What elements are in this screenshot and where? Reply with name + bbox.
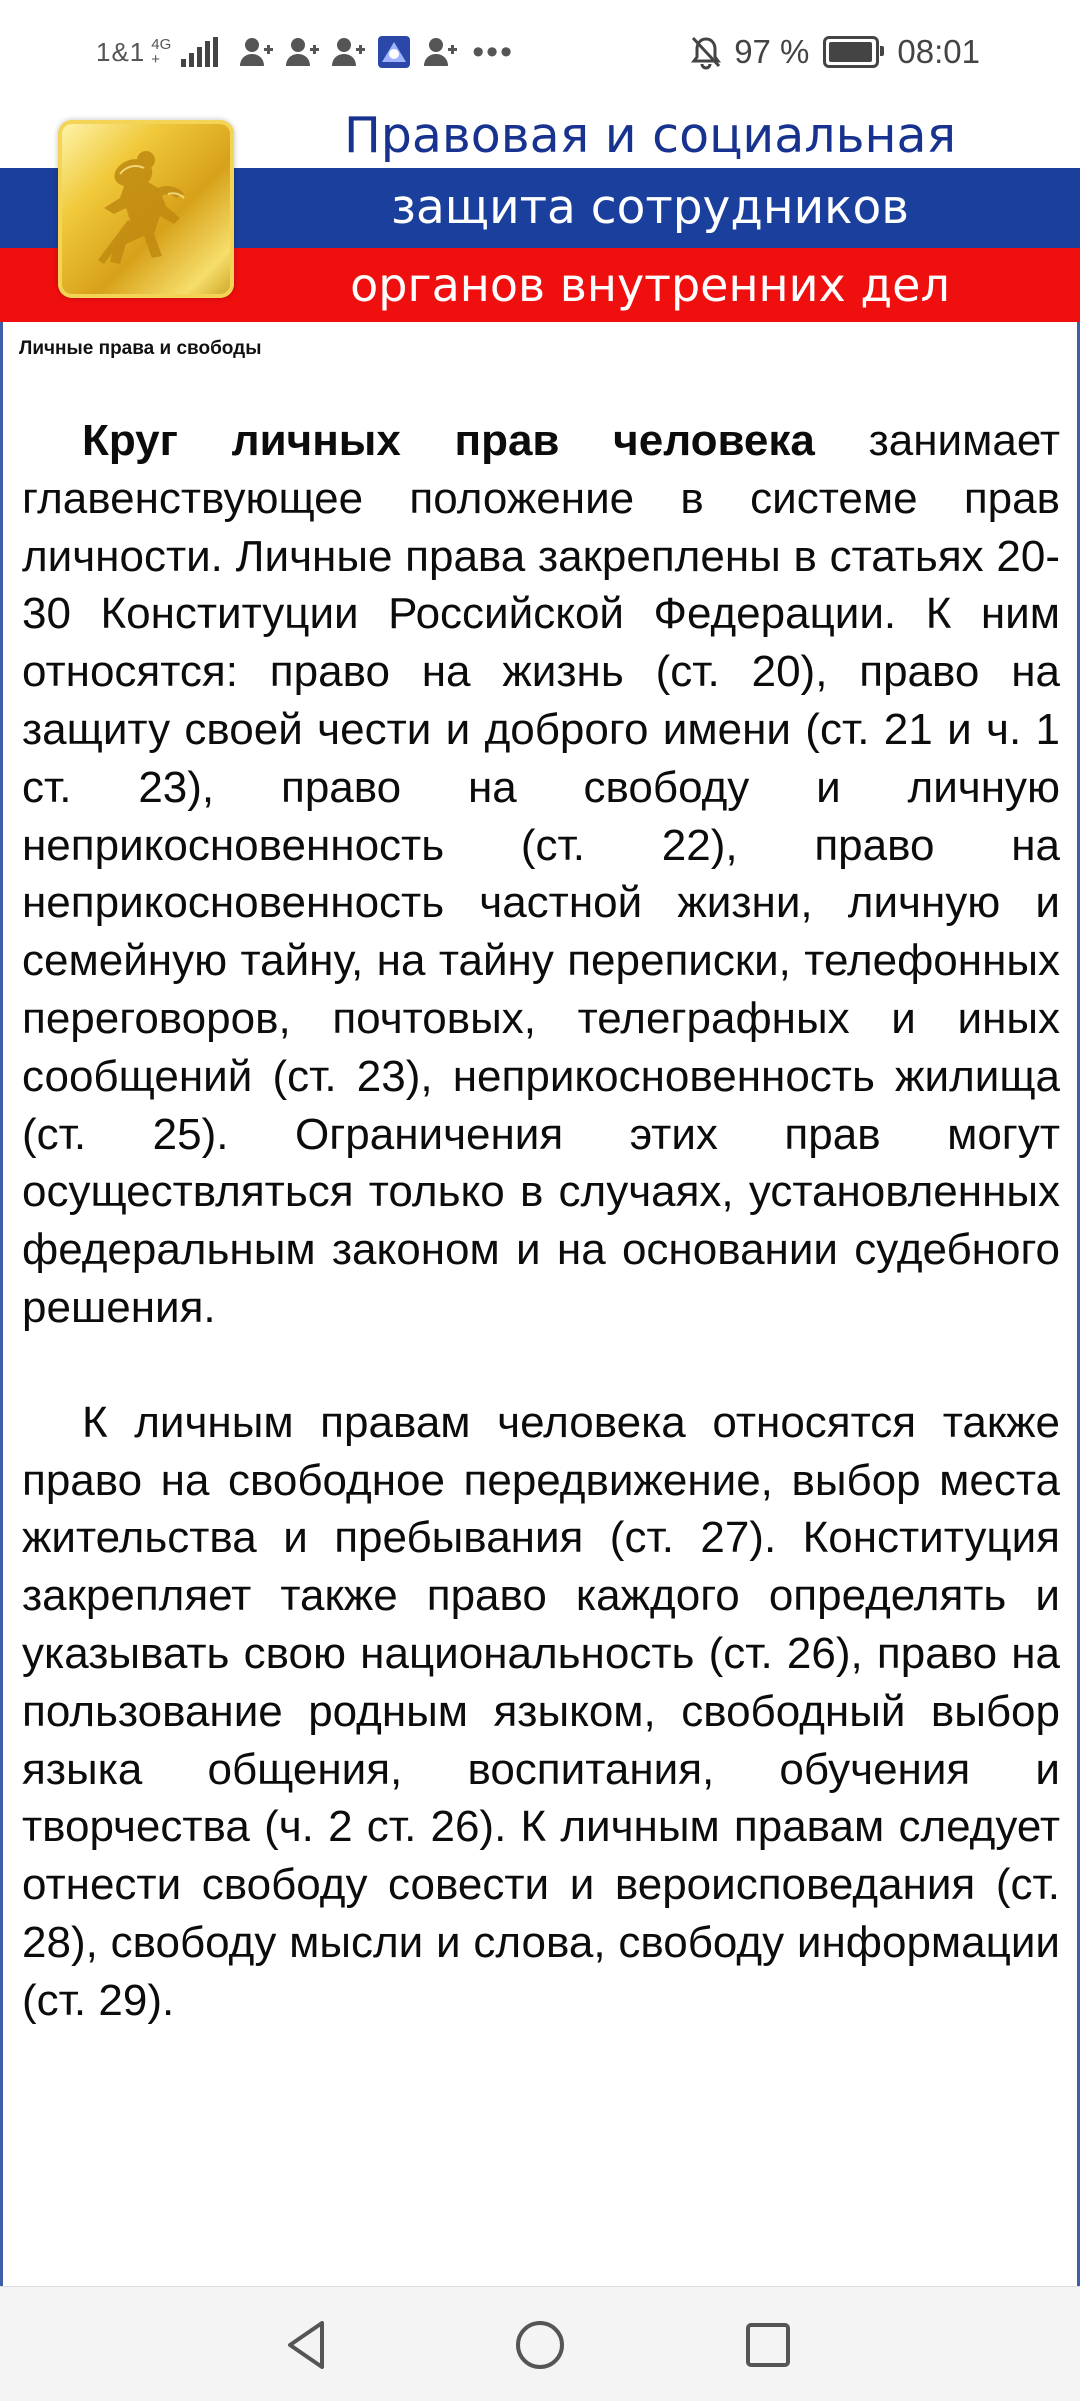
status-left	[96, 30, 514, 74]
status-bar	[0, 0, 1080, 100]
paragraph-lead-bold: Круг личных прав человека	[82, 416, 815, 465]
recents-icon[interactable]	[738, 2315, 798, 2375]
app-badge-icon	[376, 34, 412, 70]
paragraph-1-text: занимает главенствующее положение в системе прав личности. Личные права закреплены в статьях 20-30 Конституции Российской Федерации. К ним относятся: право на жизнь (ст. 20), право на защиту своей чести и доброго имени (ст. 21 и ч. 1 ст. 23), право на свободу и личную неприкосновенность (ст. 22), право на неприкосновенность частной жизни, личную и семейную тайну, на тайну переписки, телефонных переговоров, почтовых, телеграфных и иных сообщений (ст. 23), неприкосновенность жилища (ст. 25). Ограничения этих прав могут осуществляться только в случаях, установленных федеральным законом и на основании судебного решения.	[22, 416, 1060, 1332]
person-add-icon	[330, 34, 366, 70]
person-add-icon	[284, 34, 320, 70]
person-add-icon	[238, 34, 274, 70]
system-nav-bar	[0, 2286, 1080, 2401]
battery-percent: 97 %	[734, 33, 810, 70]
article-paragraph-2	[22, 1394, 1060, 2030]
st-george-emblem-icon	[58, 120, 234, 298]
status-right	[688, 30, 980, 74]
site-banner[interactable]	[0, 100, 1080, 322]
clock: 08:01	[897, 33, 980, 70]
network-gen-bottom: +	[151, 51, 161, 68]
back-icon[interactable]	[278, 2315, 338, 2375]
page-breadcrumb: Личные права и свободы	[19, 338, 262, 359]
banner-title-line3: органов внутренних дел	[350, 258, 950, 312]
more-notifications-icon: •••	[472, 32, 514, 71]
person-add-icon	[422, 34, 458, 70]
banner-title-line2: защита сотрудников	[391, 180, 909, 235]
article-container[interactable]	[0, 322, 1080, 2286]
article-body	[22, 412, 1060, 2030]
banner-title-line1: Правовая и социальная	[343, 107, 957, 164]
battery-level	[829, 42, 872, 62]
network-type	[151, 37, 171, 67]
article-paragraph-1	[22, 412, 1060, 1337]
paragraph-2-text: К личным правам человека относятся также право на свободное передвижение, выбор места жительства и пребывания (ст. 27). Конституция закрепляет также право каждого определять и указывать свою национальность (ст. 26), право на пользование родным языком, свободный выбор языка общения, воспитания, обучения и творчества (ч. 2 ст. 26). К личным правам следует отнести свободу совести и вероисповедания (ст. 28), свободу мысли и слова, свободу информации (ст. 29).	[22, 1397, 1060, 2025]
battery-icon	[823, 36, 879, 68]
carrier-label: 1&1	[96, 36, 146, 67]
mute-bell-icon	[688, 34, 724, 70]
signal-strength-icon	[181, 37, 218, 67]
home-icon[interactable]	[510, 2315, 570, 2375]
network-gen-top: 4G	[151, 36, 172, 53]
